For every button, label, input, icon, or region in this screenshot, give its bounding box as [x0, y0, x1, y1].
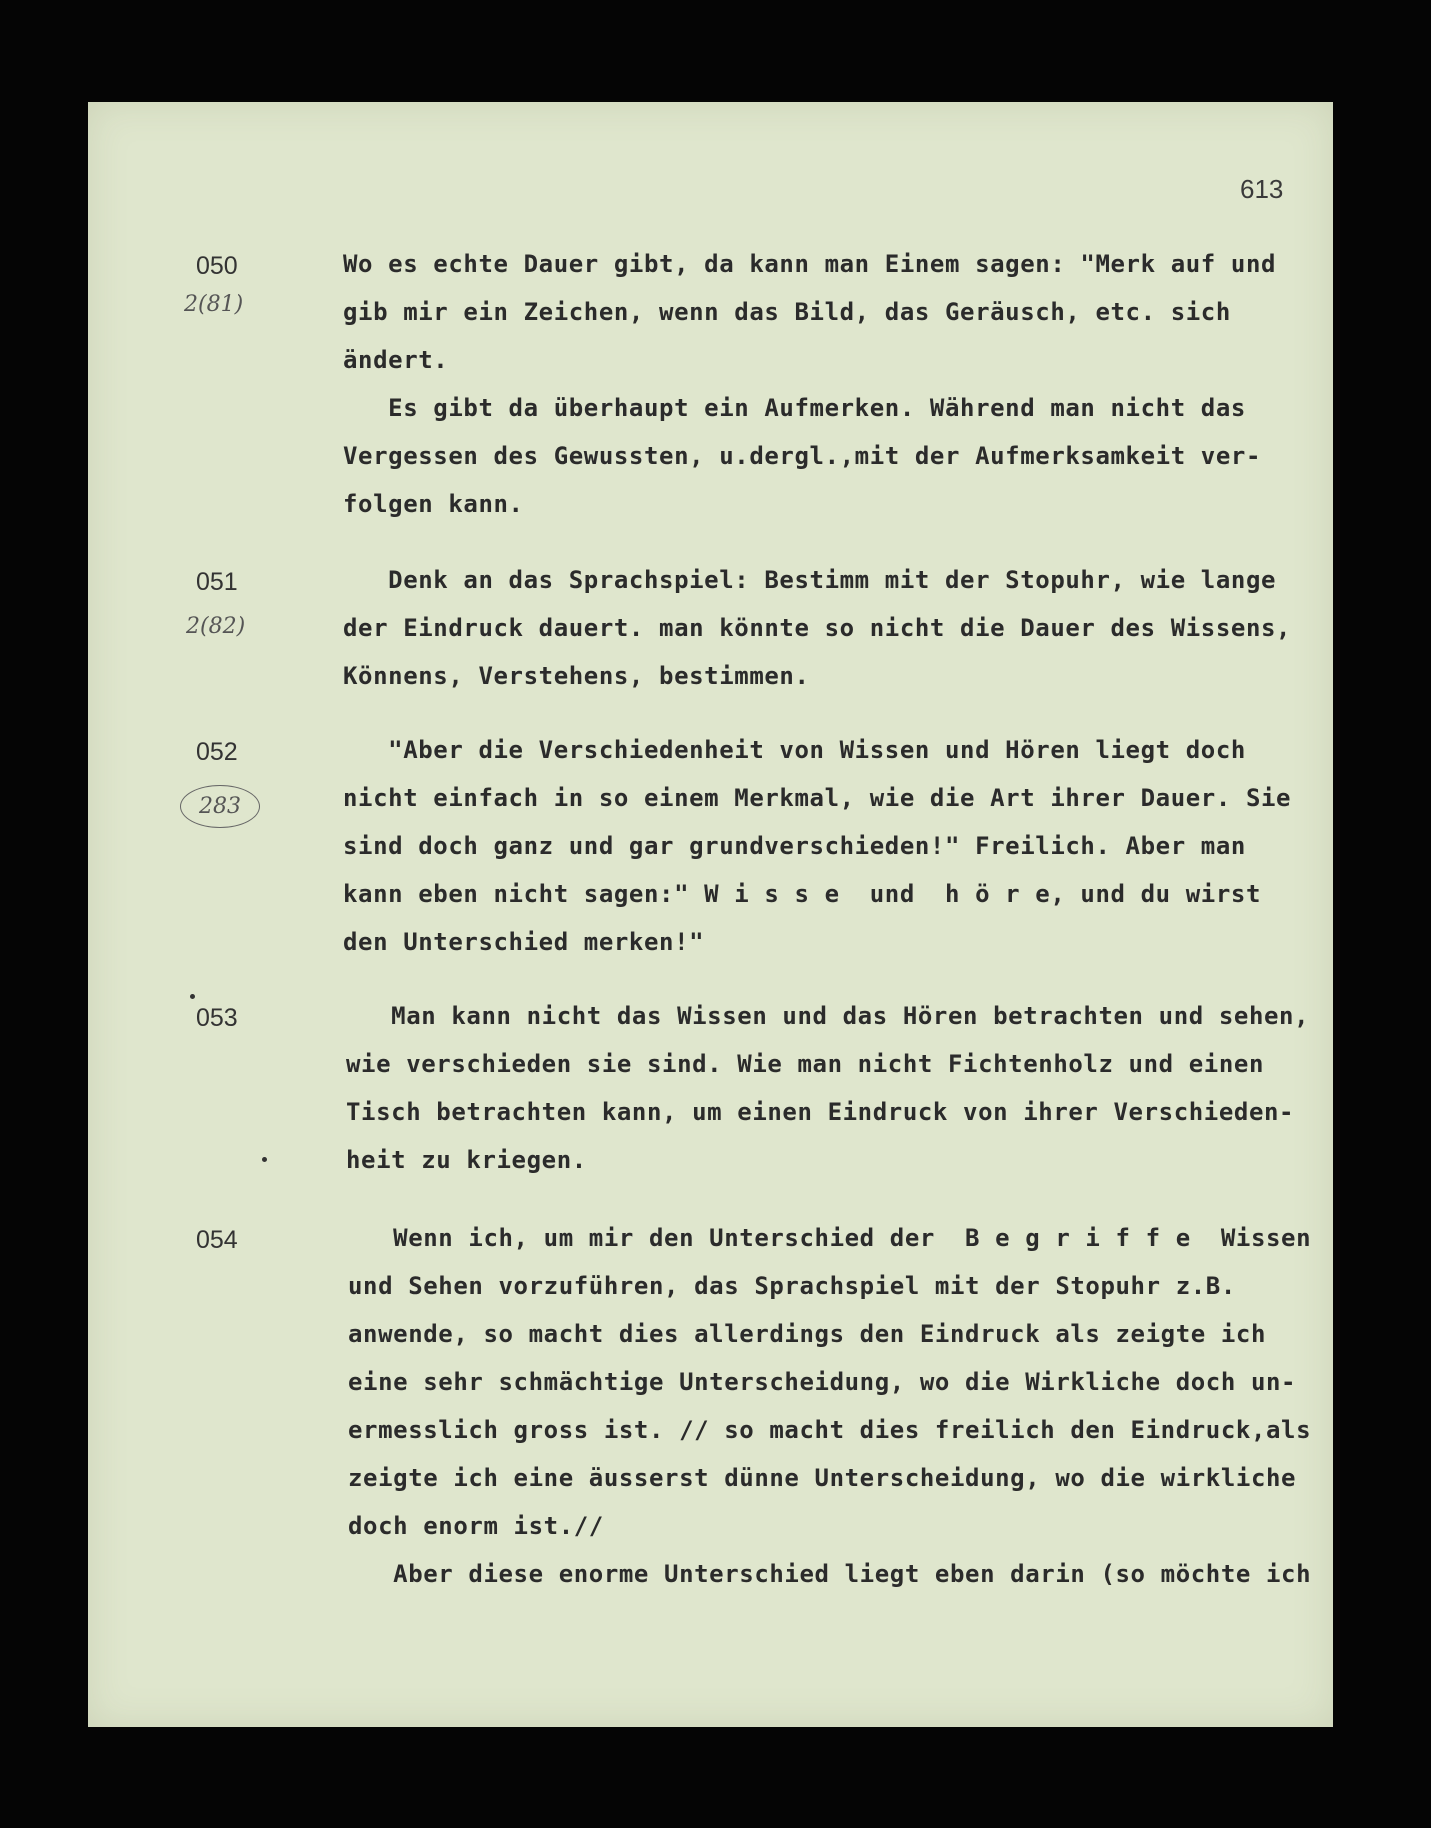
entry-052-line-4: kann eben nicht sagen:" W i s s e und h ö r e, und du wirst [343, 880, 1262, 908]
entry-054-line-4: eine sehr schmächtige Unterscheidung, wo die Wirkliche doch un- [348, 1368, 1297, 1396]
entry-050-line-1: Wo es echte Dauer gibt, da kann man Einem sagen: "Merk auf und [343, 250, 1277, 278]
entry-051-line-2: der Eindruck dauert. man könnte so nicht die Dauer des Wissens, [343, 614, 1292, 642]
entry-054-line-3: anwende, so macht dies allerdings den Eindruck als zeigte ich [348, 1320, 1267, 1348]
entry-number-053: 053 [196, 1004, 238, 1032]
entry-054-line-6: zeigte ich eine äusserst dünne Unterscheidung, wo die wirkliche [348, 1464, 1297, 1492]
entry-054-line-8: Aber diese enorme Unterschied liegt eben darin (so möchte ich [348, 1560, 1312, 1588]
page-number: 613 [1240, 174, 1284, 204]
entry-number-050: 050 [196, 252, 238, 280]
entry-052-line-2: nicht einfach in so einem Merkmal, wie die Art ihrer Dauer. Sie [343, 784, 1292, 812]
entry-052-line-1: "Aber die Verschiedenheit von Wissen und Hören liegt doch [343, 736, 1246, 764]
entry-number-051: 051 [196, 568, 238, 596]
entry-053-line-1: Man kann nicht das Wissen und das Hören betrachten und sehen, [346, 1002, 1310, 1030]
entry-053-line-2: wie verschieden sie sind. Wie man nicht Fichtenholz und einen [346, 1050, 1265, 1078]
entry-054-line-2: und Sehen vorzuführen, das Sprachspiel mit der Stopuhr z.B. [348, 1272, 1236, 1300]
entry-050-line-5: Vergessen des Gewussten, u.dergl.,mit der Aufmerksamkeit ver- [343, 442, 1262, 470]
annotation-050: 2(81) [184, 292, 244, 317]
entry-number-054: 054 [196, 1226, 238, 1254]
entry-054-line-5: ermesslich gross ist. // so macht dies freilich den Eindruck,als [348, 1416, 1312, 1444]
entry-050-line-6: folgen kann. [343, 490, 524, 518]
entry-050-line-4: Es gibt da überhaupt ein Aufmerken. Während man nicht das [343, 394, 1246, 422]
entry-051-line-3: Könnens, Verstehens, bestimmen. [343, 662, 810, 690]
entry-number-052: 052 [196, 738, 238, 766]
entry-050-line-3: ändert. [343, 346, 449, 374]
entry-054-line-1: Wenn ich, um mir den Unterschied der B e g r i f f e Wissen [348, 1224, 1312, 1252]
entry-052-line-3: sind doch ganz und gar grundverschieden!" Freilich. Aber man [343, 832, 1246, 860]
entry-051-line-1: Denk an das Sprachspiel: Bestimm mit der Stopuhr, wie lange [343, 566, 1277, 594]
entry-052-line-5: den Unterschied merken!" [343, 928, 705, 956]
document-page [88, 102, 1333, 1727]
annotation-051: 2(82) [186, 614, 246, 639]
entry-054-line-7: doch enorm ist.// [348, 1512, 604, 1540]
annotation-052: 283 [180, 785, 260, 828]
entry-050-line-2: gib mir ein Zeichen, wenn das Bild, das Geräusch, etc. sich [343, 298, 1231, 326]
entry-053-line-3: Tisch betrachten kann, um einen Eindruck von ihrer Verschieden- [346, 1098, 1295, 1126]
entry-053-line-4: heit zu kriegen. [346, 1146, 587, 1174]
ink-dot [190, 994, 195, 999]
ink-dot [262, 1157, 267, 1162]
